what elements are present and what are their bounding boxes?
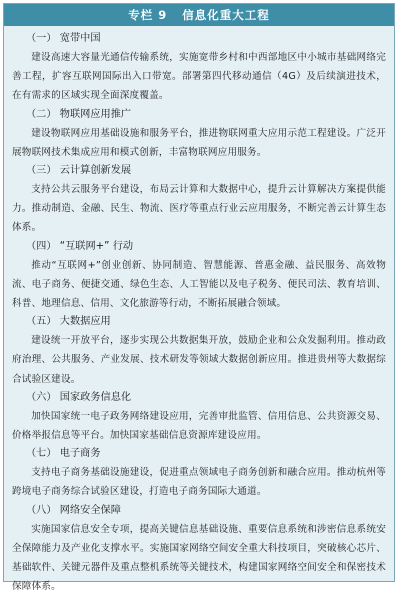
- section-body-3: 支持公共云服务平台建设，布局云计算和大数据中心，提升云计算解决方案提供能力。推动制造、金融、民生、物流、医疗等重点行业云应用服务，不断完善云计算生态体系。: [12, 184, 386, 234]
- section-body-1: 建设高速大容量光通信传输系统，实施宽带乡村和中西部地区中小城市基础网络完善工程，扩容互联网国际出入口带宽。部署第四代移动通信（4G）及后续演进技术，在有需求的区域实现全面深度覆盖。: [12, 52, 386, 102]
- section-heading-8: （八） 网络安全保障: [26, 504, 121, 516]
- section-heading-1: （一） 宽带中国: [26, 33, 101, 44]
- feature-box: [3, 3, 395, 593]
- section-body-6: 加快国家统一电子政务网络建设应用，完善审批监管、信用信息、公共资源交易、价格举报信息等平台。加快国家基础信息资源库建设应用。: [12, 410, 386, 442]
- section-heading-6: （六） 国家政务信息化: [26, 391, 132, 403]
- section-body-5: 建设统一开放平台，逐步实现公共数据集开放，鼓励企业和公众发掘利用。推动政府治理、公共服务、产业发展、技术研发等领域大数据创新应用。推进贵州等大数据综合试验区建设。: [12, 335, 386, 385]
- section-heading-2: （二） 物联网应用推广: [26, 108, 132, 120]
- section-body-2: 建设物联网应用基础设施和服务平台，推进物联网重大应用示范工程建设。广泛开展物联网技术集成应用和模式创新，丰富物联网应用服务。: [12, 127, 386, 158]
- section-body-8: 实施国家信息安全专项，提高关键信息基础设施、重要信息系统和涉密信息系统安全保障能力及产业化支撑水平。实施国家网络空间安全重大科技项目，突破核心芯片、基础软件、关键元器件及重点整机系统等关键技术，构建国家网络空间安全和保密技术保障体系。: [12, 523, 386, 593]
- section-body-4: 推动“互联网+”创业创新、协同制造、智慧能源、普惠金融、益民服务、高效物流、电子商务、便捷交通、绿色生态、人工智能以及电子税务、便民司法、教育培训、科普、地理信息、信用、文化旅游等行动，不断拓展融合领域。: [12, 259, 386, 310]
- box-content: [4, 26, 394, 596]
- section-heading-3: （三） 云计算创新发展: [26, 165, 132, 177]
- box-title: 专栏 9 信息化重大工程: [4, 4, 394, 26]
- section-heading-4: （四） “互联网+” 行动: [26, 240, 134, 252]
- section-body-7: 支持电子商务基础设施建设，促进重点领域电子商务创新和融合应用。推动杭州等跨境电子商务综合试验区建设，打造电子商务国际大通道。: [12, 467, 386, 498]
- section-heading-5: （五） 大数据应用: [26, 316, 111, 328]
- section-heading-7: （七） 电子商务: [26, 448, 101, 460]
